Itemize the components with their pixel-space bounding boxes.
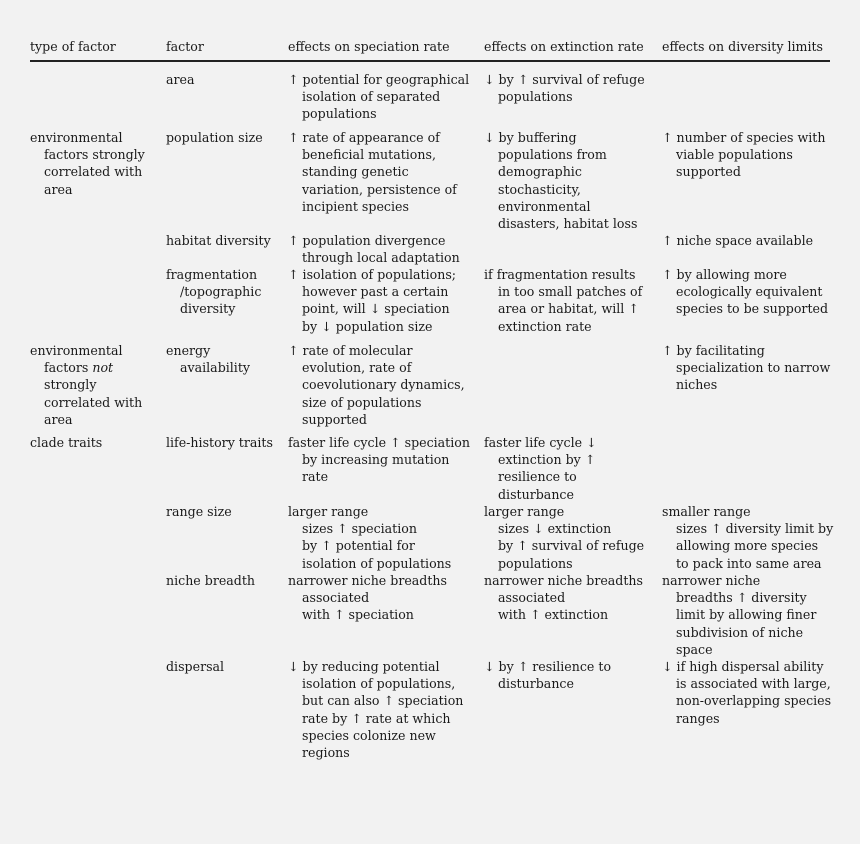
row-population-size-speciation: ↑ rate of appearance of beneficial mutations, standing genetic variation, persistence of incipient species xyxy=(288,130,457,214)
row-population-size-diversity: ↑ number of species with viable populations supported xyxy=(662,130,826,180)
row-range-size-extinction: larger range sizes ↓ extinction by ↑ survival of refuge populations xyxy=(484,504,645,571)
row-dispersal-extinction: ↓ by ↑ resilience to disturbance xyxy=(484,659,612,692)
row-area-extinction: ↓ by ↑ survival of refuge populations xyxy=(484,72,645,105)
type-environmental-correlated: environmental factors strongly correlated with area xyxy=(30,130,145,197)
type-environmental-not-correlated: environmental factors not strongly correlated with area xyxy=(30,343,143,427)
row-niche-breadth-extinction: narrower niche breadths associated with ↑ extinction xyxy=(484,573,643,623)
row-population-size-extinction: ↓ by buffering populations from demographic stochasticity, environmental disasters, habitat loss xyxy=(484,130,638,232)
row-energy-availability-speciation: ↑ rate of molecular evolution, rate of coevolutionary dynamics, size of populations supported xyxy=(288,343,465,427)
row-area-factor: area xyxy=(166,72,195,87)
header-speciation: effects on speciation rate xyxy=(288,39,450,54)
type-clade-traits: clade traits xyxy=(30,435,103,450)
header-extinction: effects on extinction rate xyxy=(484,39,644,54)
row-fragmentation-factor: fragmentation /topographic diversity xyxy=(166,267,262,317)
row-range-size-factor: range size xyxy=(166,504,232,519)
row-population-size-factor: population size xyxy=(166,130,263,145)
row-life-history-extinction: faster life cycle ↓ extinction by ↑ resilience to disturbance xyxy=(484,435,597,502)
row-habitat-diversity-factor: habitat diversity xyxy=(166,233,271,248)
row-dispersal-diversity: ↓ if high dispersal ability is associated with large, non-overlapping species ranges xyxy=(662,659,832,726)
row-niche-breadth-factor: niche breadth xyxy=(166,573,256,588)
row-energy-availability-diversity: ↑ by facilitating specialization to narrow niches xyxy=(662,343,831,393)
emphasis-not: not xyxy=(92,360,114,376)
header-diversity-limits: effects on diversity limits xyxy=(662,39,824,54)
row-dispersal-factor: dispersal xyxy=(166,659,225,674)
row-range-size-speciation: larger range sizes ↑ speciation by ↑ potential for isolation of populations xyxy=(288,504,452,571)
row-fragmentation-diversity: ↑ by allowing more ecologically equivalent species to be supported xyxy=(662,267,829,317)
row-niche-breadth-diversity: narrower niche breadths ↑ diversity limit by allowing finer subdivision of niche space xyxy=(662,573,817,657)
row-fragmentation-speciation: ↑ isolation of populations; however past a certain point, will ↓ speciation by ↓ population size xyxy=(288,267,457,334)
row-dispersal-speciation: ↓ by reducing potential isolation of populations, but can also ↑ speciation rate by ↑ rate at which species colonize new regions xyxy=(288,659,464,761)
row-life-history-factor: life-history traits xyxy=(166,435,273,450)
row-range-size-diversity: smaller range sizes ↑ diversity limit by allowing more species to pack into same area xyxy=(662,504,834,571)
header-factor: factor xyxy=(166,39,204,54)
header-type-of-factor: type of factor xyxy=(30,39,116,54)
row-niche-breadth-speciation: narrower niche breadths associated with ↑ speciation xyxy=(288,573,447,623)
row-area-speciation: ↑ potential for geographical isolation of separated populations xyxy=(288,72,470,122)
row-energy-availability-factor: energy availability xyxy=(166,343,251,376)
row-habitat-diversity-speciation: ↑ population divergence through local adaptation xyxy=(288,233,460,266)
header-rule xyxy=(30,60,830,62)
row-fragmentation-extinction: if fragmentation results in too small patches of area or habitat, will ↑ extinction rate xyxy=(484,267,643,334)
row-habitat-diversity-diversity: ↑ niche space available xyxy=(662,233,814,248)
row-life-history-speciation: faster life cycle ↑ speciation by increasing mutation rate xyxy=(288,435,470,485)
